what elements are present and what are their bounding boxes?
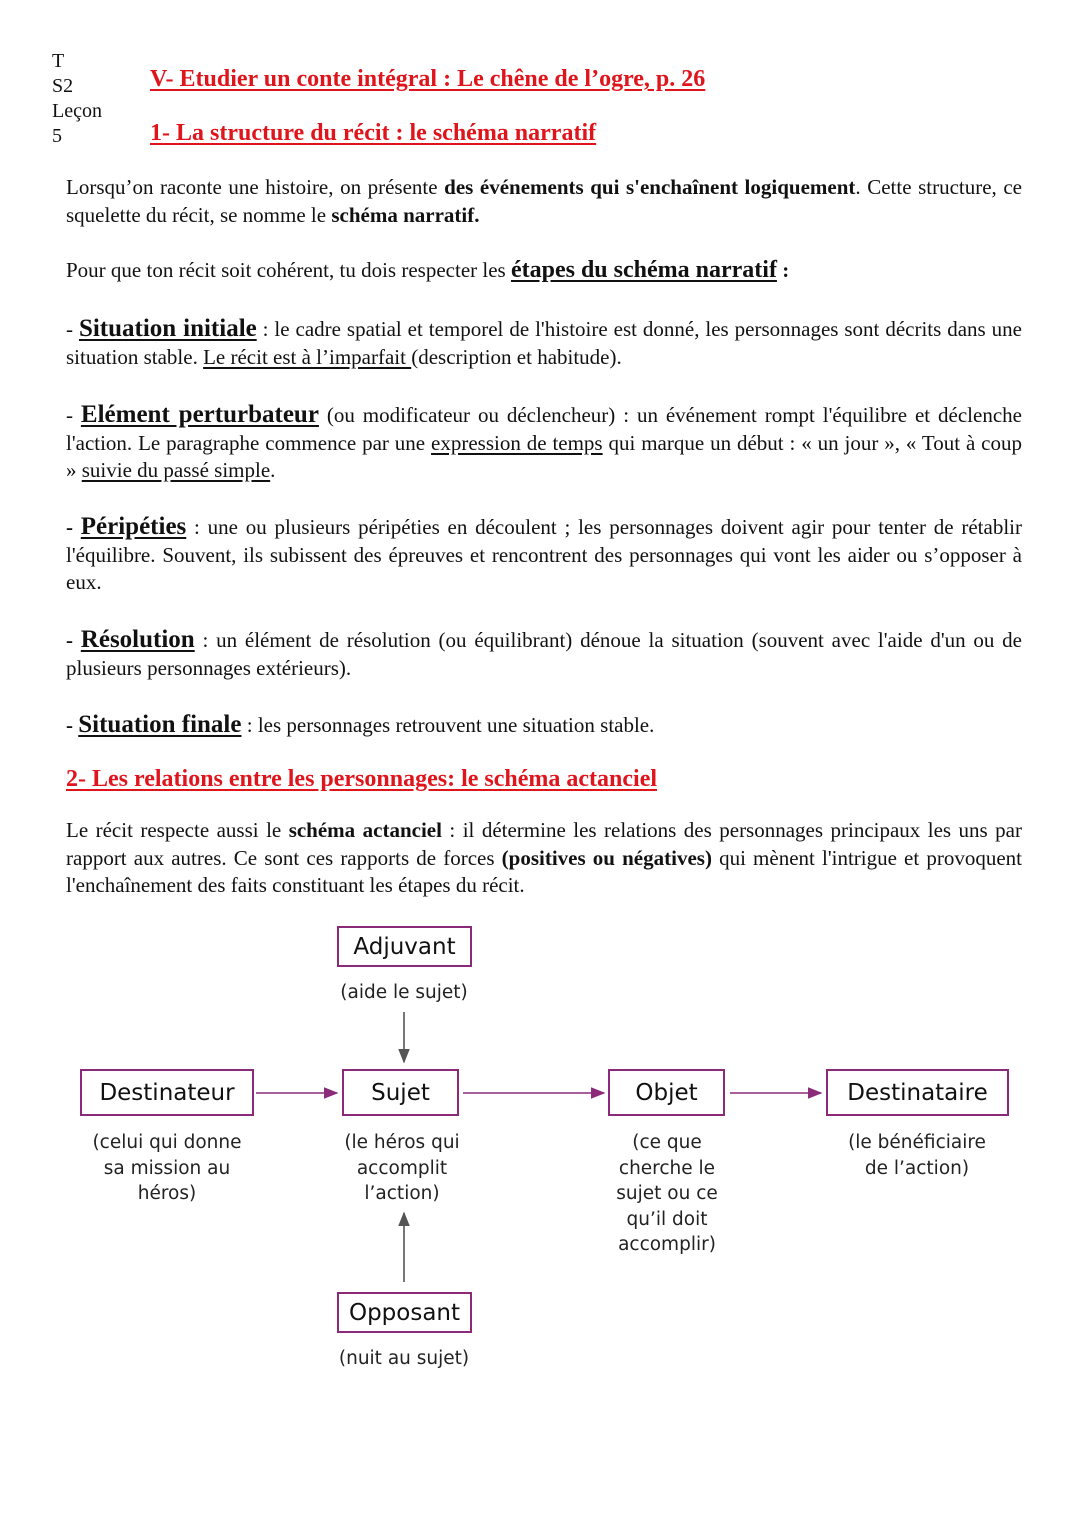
actanciel-intro: Le récit respecte aussi le schéma actanciel : il détermine les relations des personnages principaux les uns par rapport aux autres. Ce sont ces rapports de forces (positives ou négatives) qui mènent l'intrigue et provoquent l'enchaînement des faits constituant les étapes du récit. bbox=[66, 818, 1023, 897]
actant-sujet-box: Sujet bbox=[342, 1069, 459, 1116]
step-situation-initiale: - Situation initiale : le cadre spatial et temporel de l'histoire est donné, les personnages sont décrits dans une situation stable. Le récit est à l’imparfait (description et habitude). bbox=[66, 315, 1022, 369]
step-situation-finale: - Situation finale : les personnages retrouvent une situation stable. bbox=[66, 711, 655, 738]
step-title: Situation finale bbox=[78, 711, 242, 738]
actant-destinateur-box: Destinateur bbox=[80, 1069, 254, 1116]
actant-destinataire-box: Destinataire bbox=[826, 1069, 1009, 1116]
margin-label-term: T bbox=[52, 50, 65, 72]
actant-opposant-box: Opposant bbox=[337, 1292, 472, 1333]
step-title: Péripéties bbox=[80, 513, 187, 540]
margin-label-lesson: Leçon bbox=[52, 100, 102, 122]
actant-objet-box: Objet bbox=[608, 1069, 725, 1116]
intro-paragraph: Lorsqu’on raconte une histoire, on présente des événements qui s'enchaînent logiquement. Cette structure, ce squelette du récit, se nomme le schéma narratif. bbox=[66, 175, 1022, 227]
step-resolution: - Résolution : un élément de résolution (ou équilibrant) dénoue la situation (souvent avec l'aide d'un ou de plusieurs personnages extérieurs). bbox=[66, 626, 1023, 680]
actant-destinateur-caption: (celui qui donne sa mission au héros) bbox=[92, 1132, 242, 1204]
actant-sujet-caption: (le héros qui accomplit l’action) bbox=[344, 1132, 460, 1204]
actant-adjuvant-box: Adjuvant bbox=[337, 926, 472, 967]
actant-destinataire-caption: (le bénéficiaire de l’action) bbox=[848, 1132, 986, 1179]
step-element-perturbateur: - Elément perturbateur (ou modificateur ou déclencheur) : un événement rompt l'équilibre et déclenche l'action. Le paragraphe commence par une expression de temps qui marque un début : « un jour », « Tout à coup » suivie du passé simple. bbox=[66, 401, 1022, 482]
section-1-heading: 1- La structure du récit : le schéma narratif bbox=[150, 120, 597, 146]
step-peripeties: - Péripéties : une ou plusieurs péripéties en découlent ; les personnages doivent agir pour tenter de rétablir l'équilibre. Souvent, ils subissent des épreuves et rencontrent des personnages qui vont les aider ou s’opposer à eux. bbox=[66, 513, 1022, 594]
step-title: Elément perturbateur bbox=[80, 401, 319, 428]
step-title: Situation initiale bbox=[78, 315, 257, 342]
margin-label-lesson-number: 5 bbox=[52, 125, 62, 147]
actant-adjuvant-caption: (aide le sujet) bbox=[340, 982, 468, 1003]
main-heading: V- Etudier un conte intégral : Le chêne de l’ogre, p. 26 bbox=[150, 66, 706, 92]
actant-opposant-caption: (nuit au sujet) bbox=[338, 1348, 470, 1369]
actant-objet-caption: (ce que cherche le sujet ou ce qu’il doit accomplir) bbox=[616, 1132, 718, 1255]
step-title: Résolution bbox=[80, 626, 195, 653]
margin-label-sequence: S2 bbox=[52, 75, 74, 97]
section-2-heading: 2- Les relations entre les personnages: le schéma actanciel bbox=[66, 766, 658, 792]
steps-intro: Pour que ton récit soit cohérent, tu dois respecter les étapes du schéma narratif : bbox=[66, 257, 790, 283]
